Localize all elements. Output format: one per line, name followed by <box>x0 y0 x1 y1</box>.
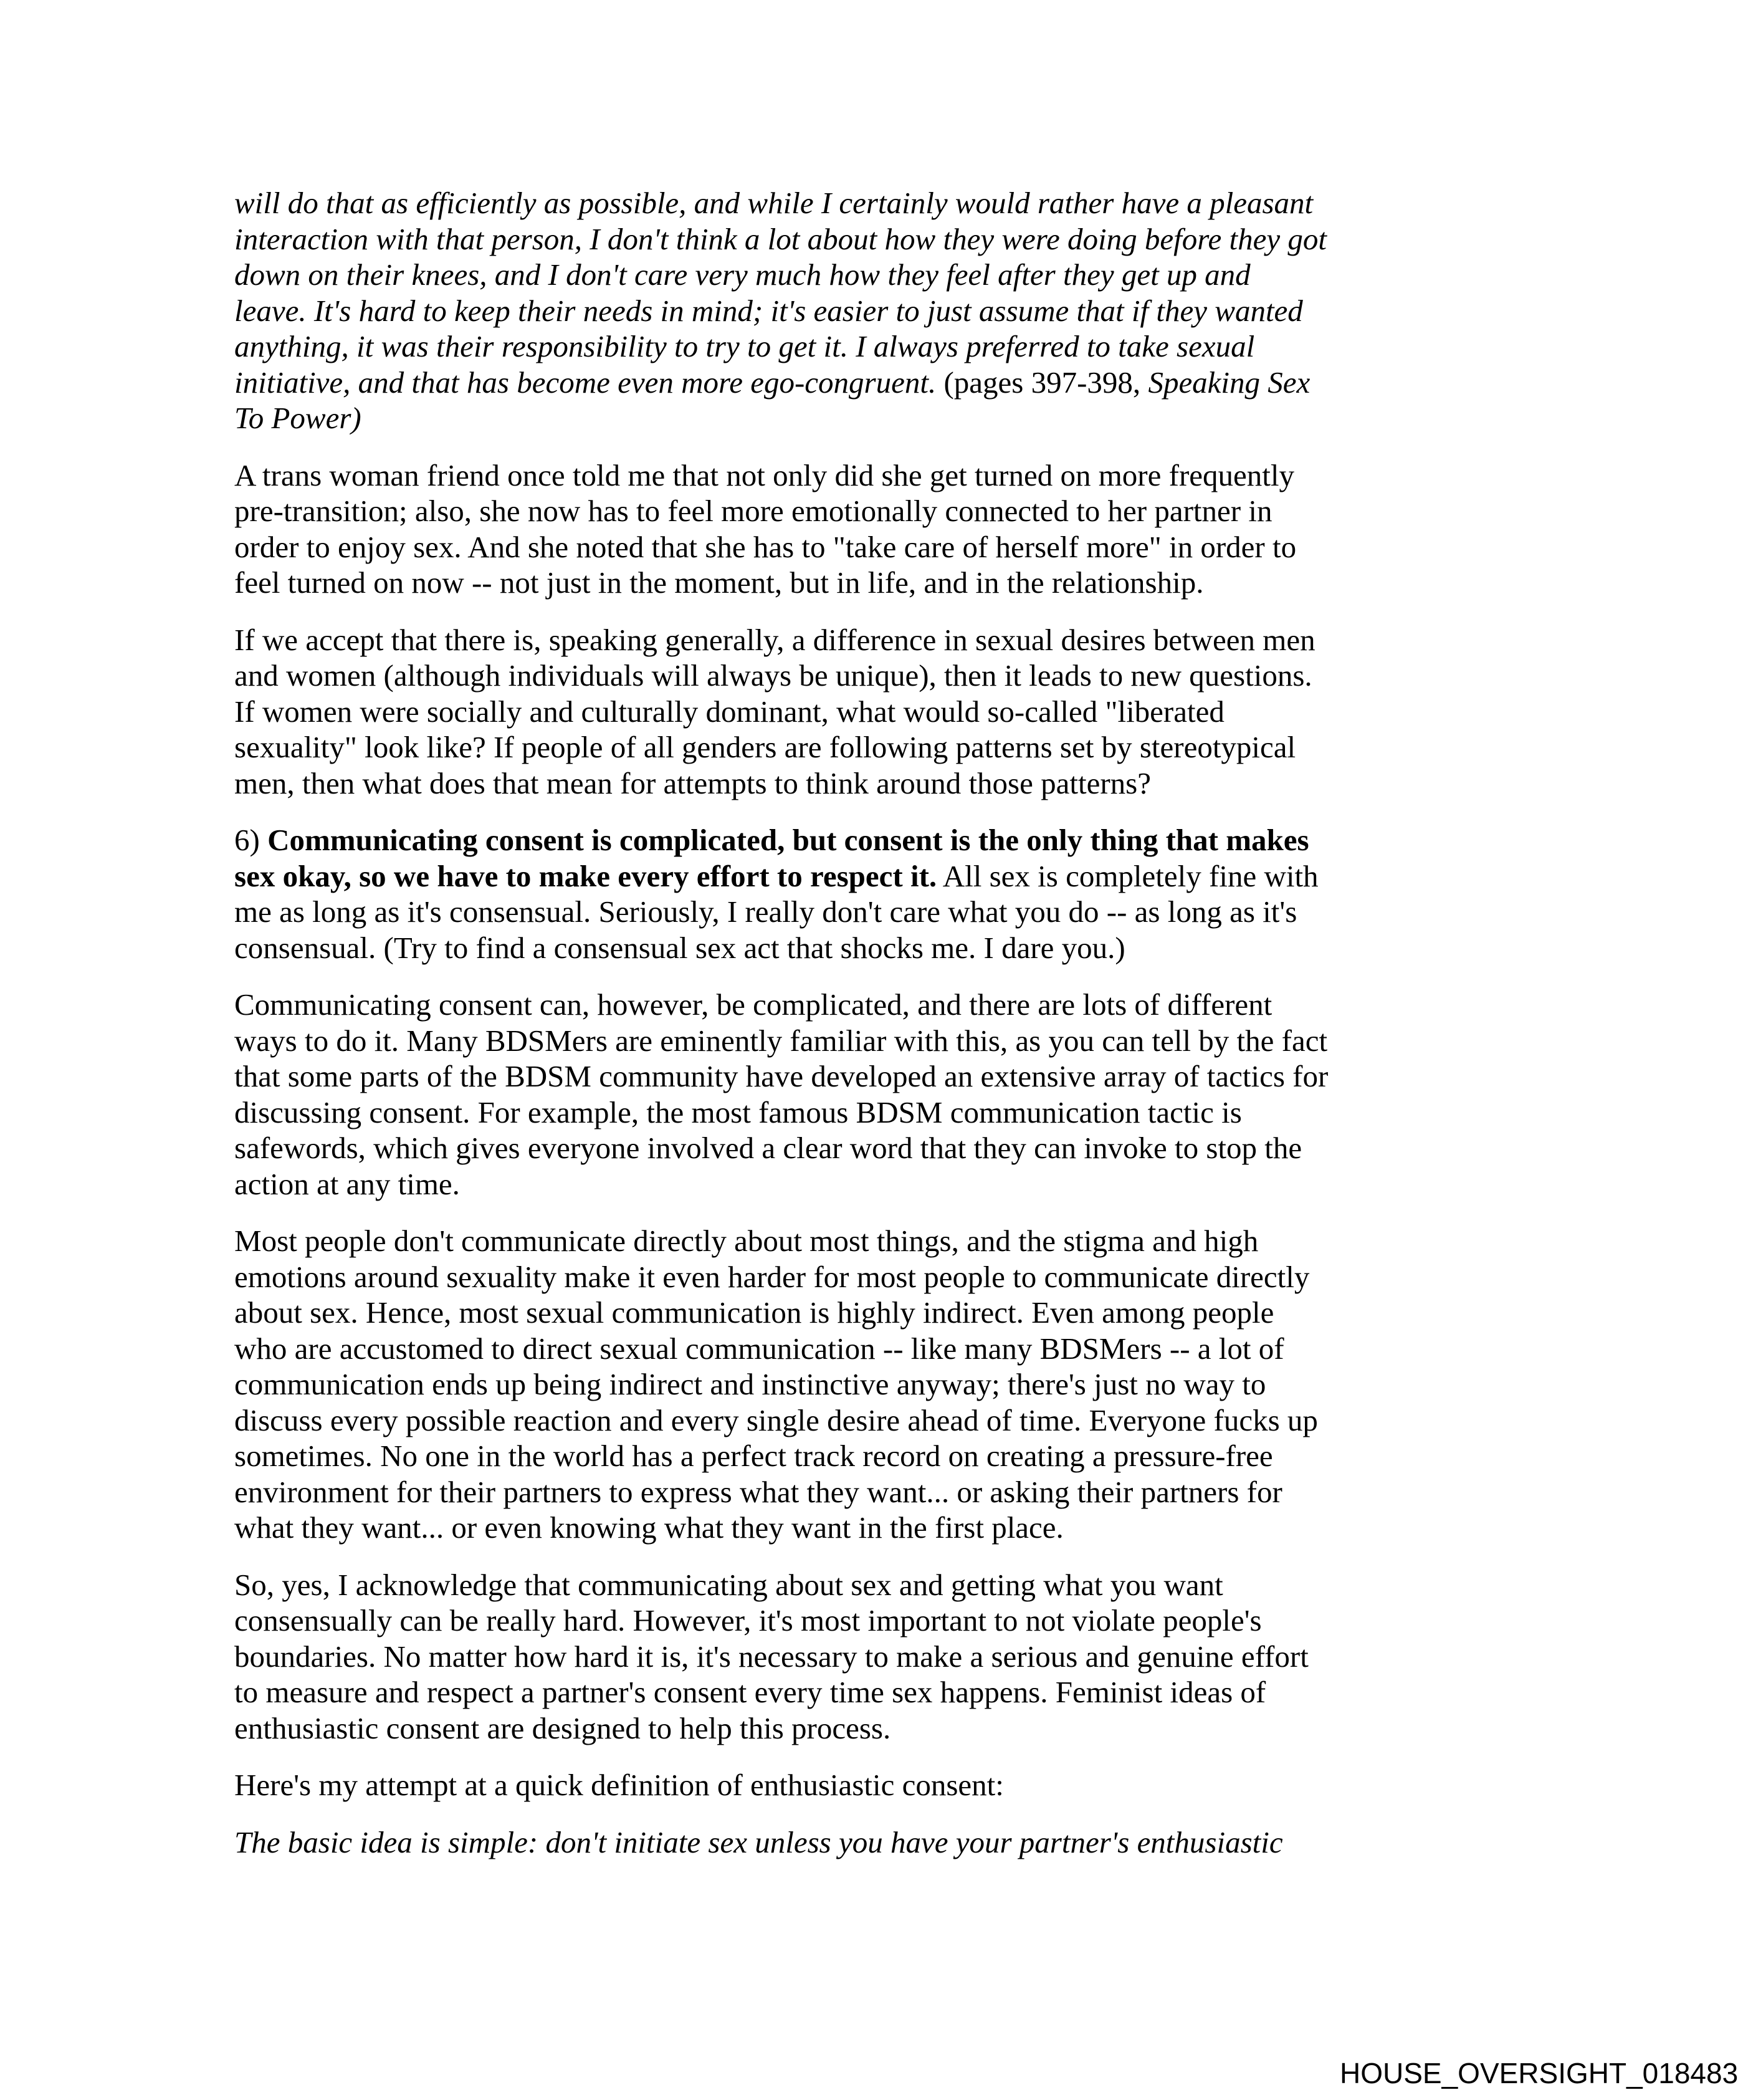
text-run: consensually can be really hard. However, it's most important to not violate people's <box>234 1603 1262 1637</box>
text-run: Here's my attempt at a quick definition of enthusiastic consent: <box>234 1768 1004 1802</box>
text-line <box>234 694 1375 730</box>
text-line <box>234 1438 1375 1474</box>
text-run: enthusiastic consent are designed to help this process. <box>234 1710 891 1745</box>
text-line <box>234 257 1375 293</box>
text-line <box>234 658 1375 694</box>
text-line <box>234 822 1375 858</box>
text-line <box>234 328 1375 365</box>
text-line <box>234 729 1375 765</box>
text-run: sexuality" look like? If people of all genders are following patterns set by stereotypical <box>234 730 1296 764</box>
text-line <box>234 894 1375 930</box>
text-run: So, yes, I acknowledge that communicating about sex and getting what you want <box>234 1567 1223 1602</box>
text-line <box>234 1095 1375 1131</box>
text-line <box>234 1295 1375 1331</box>
text-line <box>234 1259 1375 1295</box>
paragraph-difference-in-desires <box>234 622 1375 802</box>
text-run: that some parts of the BDSM community have developed an extensive array of tactics for <box>234 1059 1329 1093</box>
text-run: discussing consent. For example, the most famous BDSM communication tactic is <box>234 1095 1242 1129</box>
text-run: 6) <box>234 823 268 857</box>
text-run: about sex. Hence, most sexual communication is highly indirect. Even among people <box>234 1295 1274 1330</box>
text-line <box>234 622 1375 658</box>
text-line <box>234 185 1375 221</box>
paragraph-quote-continuation <box>234 185 1375 436</box>
text-line <box>234 987 1375 1023</box>
text-line <box>234 565 1375 601</box>
text-line <box>234 1474 1375 1510</box>
italic-text: Speaking Sex <box>1148 365 1311 400</box>
text-line <box>234 221 1375 257</box>
text-run: A trans woman friend once told me that not only did she get turned on more frequently <box>234 458 1294 492</box>
text-run: boundaries. No matter how hard it is, it's necessary to make a serious and genuine effort <box>234 1639 1309 1674</box>
text-line <box>234 1366 1375 1402</box>
text-line <box>234 1166 1375 1202</box>
paragraph-definition-quote <box>234 1824 1375 1861</box>
text-line <box>234 1058 1375 1095</box>
text-run: safewords, which gives everyone involved a clear word that they can invoke to stop the <box>234 1131 1302 1165</box>
text-run: If women were socially and culturally dominant, what would so-called "liberated <box>234 694 1225 729</box>
italic-text: initiative, and that has become even more ego-congruent. <box>234 365 937 400</box>
text-line <box>234 1603 1375 1639</box>
text-line <box>234 1824 1375 1861</box>
italic-text: The basic idea is simple: don't initiate sex unless you have your partner's enthusiastic <box>234 1824 1283 1859</box>
text-run: (pages 397-398, <box>936 365 1148 400</box>
text-run: consensual. (Try to find a consensual sex act that shocks me. I dare you.) <box>234 930 1125 965</box>
text-line <box>234 765 1375 802</box>
paragraph-definition-intro <box>234 1767 1375 1803</box>
text-run: emotions around sexuality make it even harder for most people to communicate directly <box>234 1259 1310 1294</box>
text-line <box>234 493 1375 529</box>
text-line <box>234 365 1375 401</box>
text-run: environment for their partners to express what they want... or asking their partners for <box>234 1474 1282 1509</box>
text-line <box>234 1130 1375 1166</box>
text-run: communication ends up being indirect and instinctive anyway; there's just no way to <box>234 1367 1266 1401</box>
paragraph-trans-woman-friend <box>234 458 1375 601</box>
text-line <box>234 1402 1375 1439</box>
text-run: If we accept that there is, speaking generally, a difference in sexual desires between men <box>234 622 1315 657</box>
text-run: who are accustomed to direct sexual communication -- like many BDSMers -- a lot of <box>234 1331 1284 1366</box>
text-run: men, then what does that mean for attempts to think around those patterns? <box>234 765 1151 800</box>
italic-text: leave. It's hard to keep their needs in mind; it's easier to just assume that if they wanted <box>234 293 1303 328</box>
text-line <box>234 1223 1375 1259</box>
text-line <box>234 1639 1375 1675</box>
text-line <box>234 1510 1375 1546</box>
text-line <box>234 458 1375 494</box>
text-run: discuss every possible reaction and every single desire ahead of time. Everyone fucks up <box>234 1402 1318 1437</box>
bold-text: sex okay, so we have to make every effort to respect it. <box>234 858 937 893</box>
text-run: action at any time. <box>234 1166 460 1201</box>
text-run: ways to do it. Many BDSMers are eminently familiar with this, as you can tell by the fact <box>234 1023 1328 1058</box>
text-run: order to enjoy sex. And she noted that she has to "take care of herself more" in order to <box>234 529 1297 564</box>
text-line <box>234 293 1375 329</box>
text-run: Most people don't communicate directly about most things, and the stigma and high <box>234 1224 1259 1258</box>
paragraph-indirect-communication <box>234 1223 1375 1546</box>
text-run: Communicating consent can, however, be complicated, and there are lots of different <box>234 987 1272 1022</box>
bates-stamp: HOUSE_OVERSIGHT_018483 <box>1340 2057 1738 2089</box>
text-run: All sex is completely fine with <box>937 858 1319 893</box>
text-line <box>234 1331 1375 1367</box>
italic-text: will do that as efficiently as possible, and while I certainly would rather have a pleasant <box>234 186 1314 220</box>
text-run: me as long as it's consensual. Seriously, I really don't care what you do -- as long as it's <box>234 894 1297 929</box>
italic-text: interaction with that person, I don't think a lot about how they were doing before they got <box>234 221 1327 256</box>
italic-text: anything, it was their responsibility to try to get it. I always preferred to take sexual <box>234 329 1255 363</box>
italic-text: To Power) <box>234 401 361 435</box>
paragraph-acknowledge-hard <box>234 1567 1375 1747</box>
text-run: to measure and respect a partner's consent every time sex happens. Feminist ideas of <box>234 1675 1266 1709</box>
text-line <box>234 1023 1375 1059</box>
text-line <box>234 1567 1375 1603</box>
text-run: what they want... or even knowing what they want in the first place. <box>234 1510 1064 1545</box>
text-run: sometimes. No one in the world has a perfect track record on creating a pressure-free <box>234 1439 1273 1473</box>
text-line <box>234 400 1375 436</box>
text-line <box>234 529 1375 565</box>
text-line <box>234 1710 1375 1747</box>
text-run: feel turned on now -- not just in the moment, but in life, and in the relationship. <box>234 565 1204 600</box>
paragraph-communicating-consent-complicated <box>234 987 1375 1202</box>
italic-text: down on their knees, and I don't care very much how they feel after they get up and <box>234 257 1251 292</box>
body-text <box>234 185 1375 1881</box>
text-line <box>234 1674 1375 1710</box>
text-run: pre-transition; also, she now has to feel more emotionally connected to her partner in <box>234 494 1272 528</box>
text-line <box>234 930 1375 966</box>
text-run: and women (although individuals will always be unique), then it leads to new questions. <box>234 658 1312 693</box>
bold-text: Communicating consent is complicated, but consent is the only thing that makes <box>267 823 1309 857</box>
text-line <box>234 858 1375 894</box>
text-line <box>234 1767 1375 1803</box>
paragraph-point-6-consent <box>234 822 1375 966</box>
